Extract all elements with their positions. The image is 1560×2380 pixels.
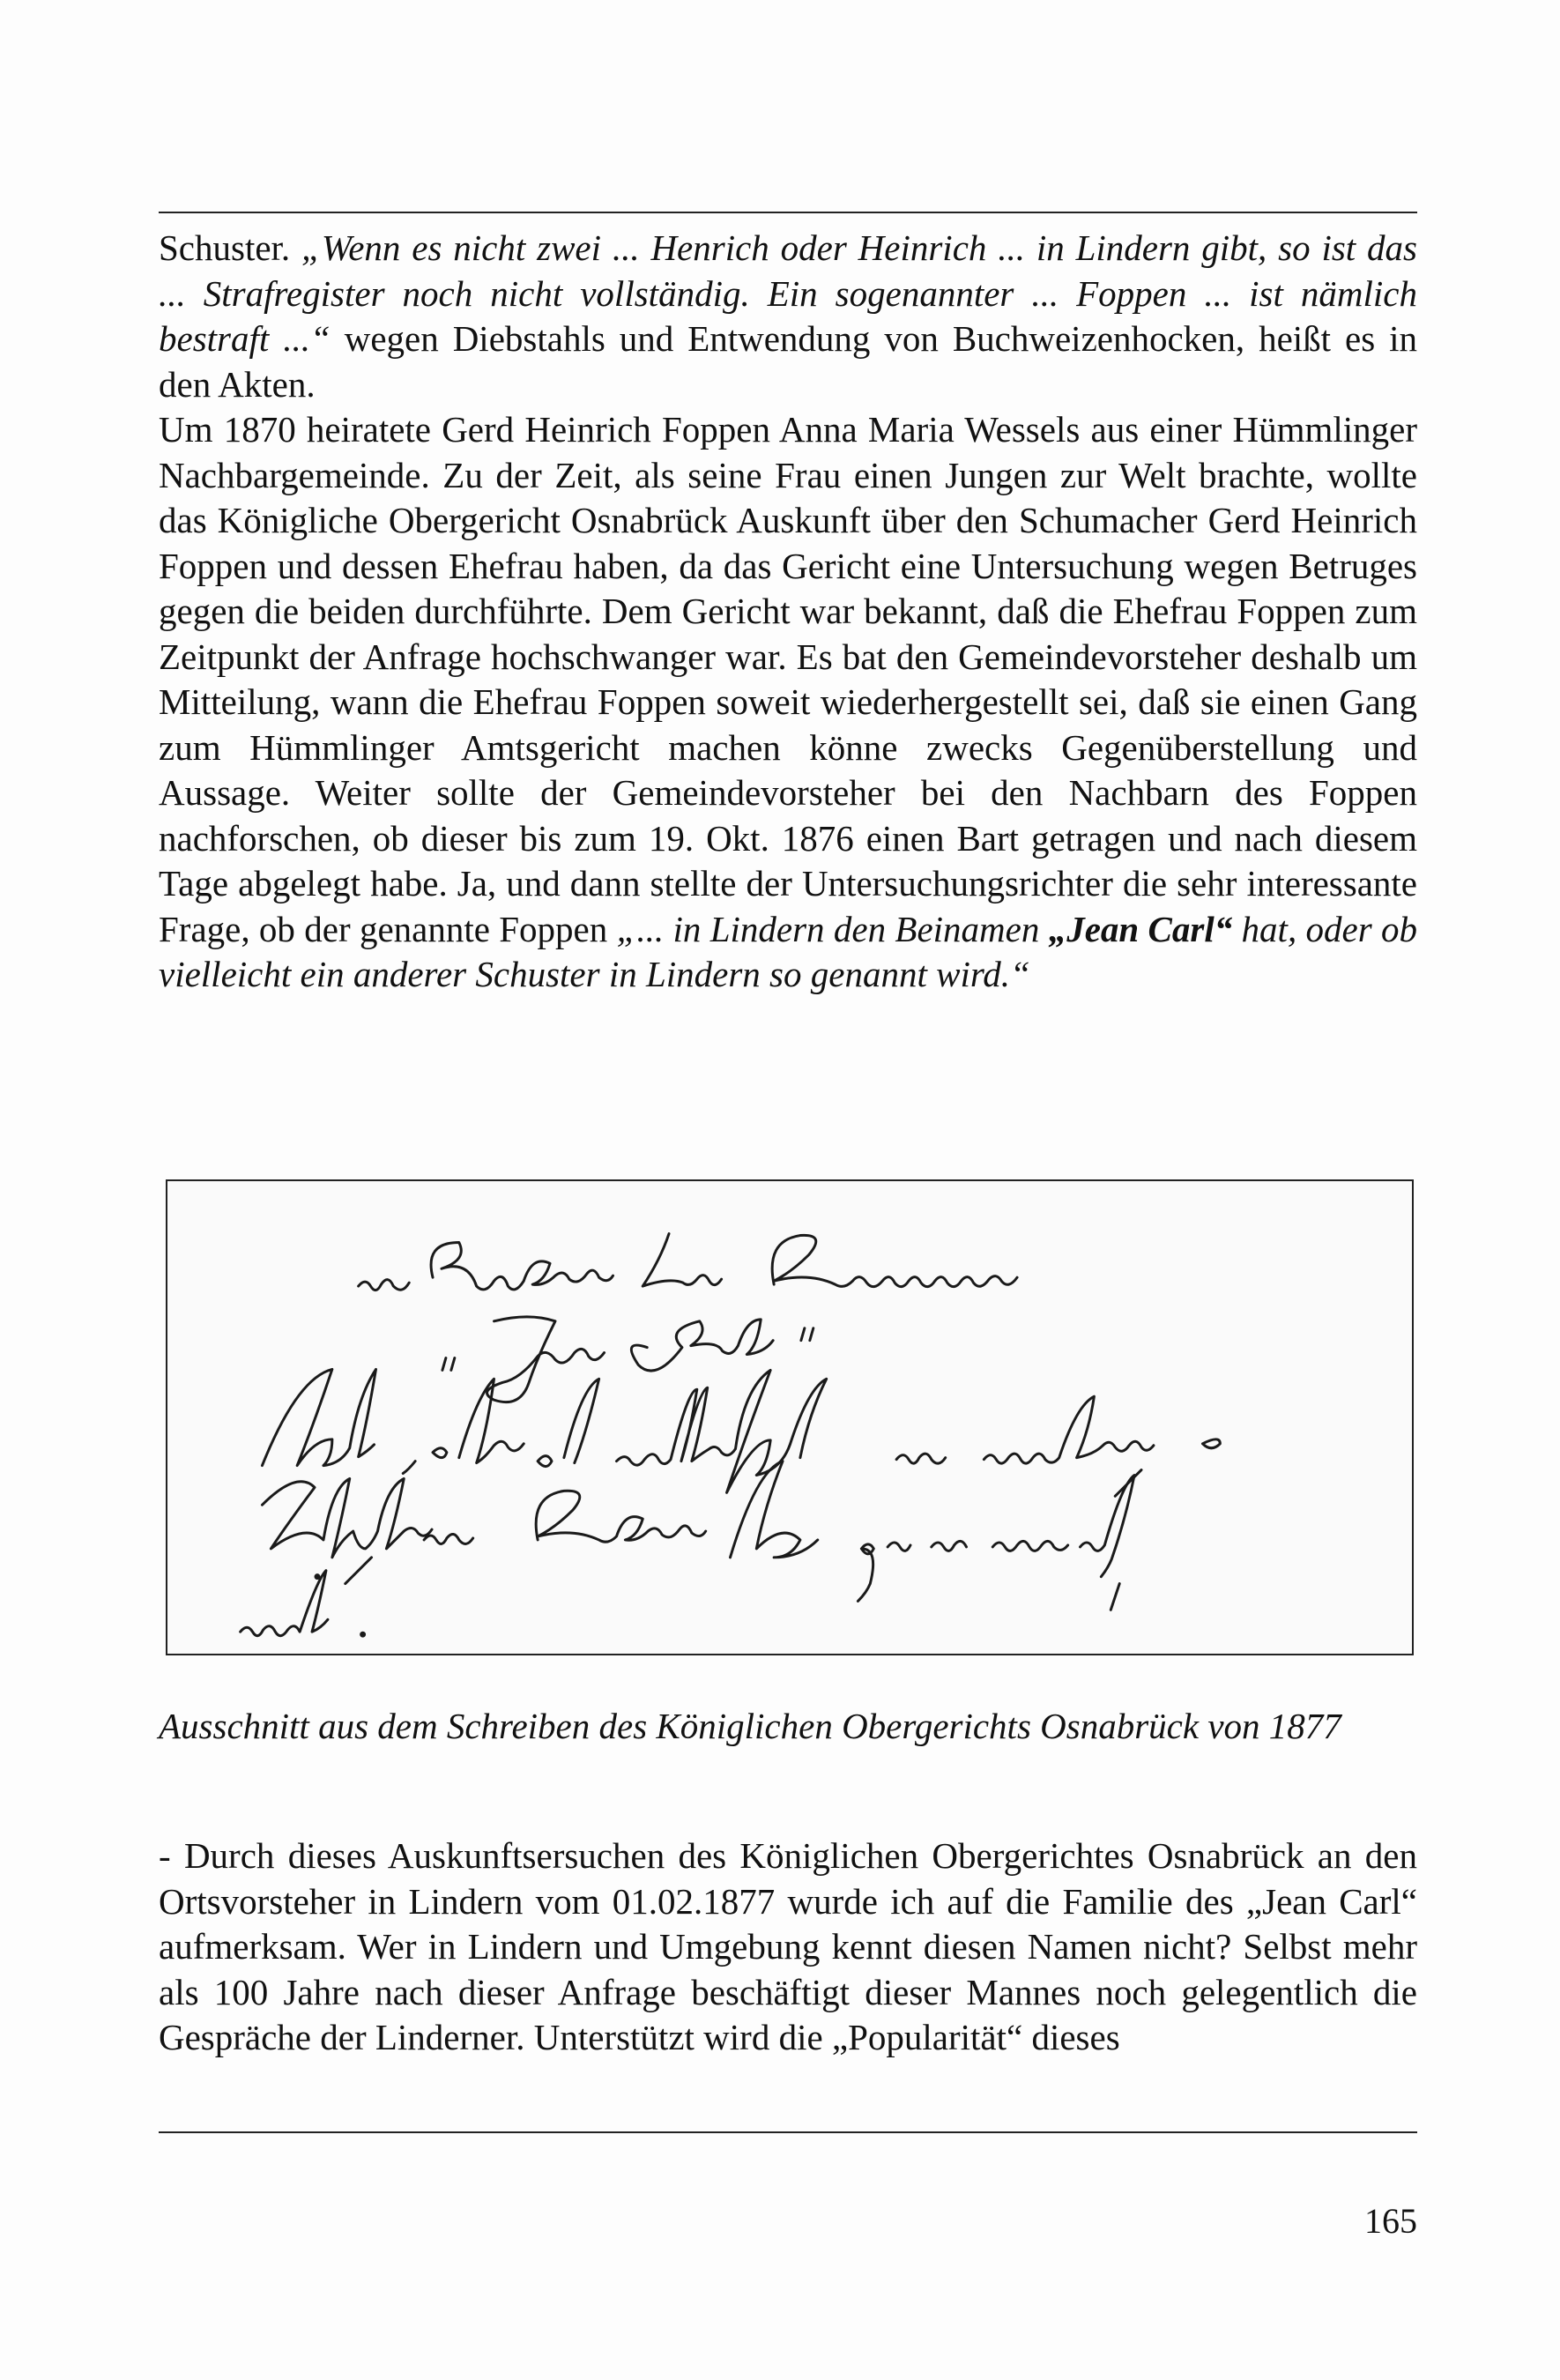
body-text-bottom	[159, 1833, 1417, 2061]
handwriting-excerpt-image	[166, 1179, 1414, 1655]
paragraph-3: - Durch dieses Auskunftsersuchen des Königlichen Obergerichtes Osnabrück an den Ortsvorsteher in Lindern vom 01.02.1877 wurde ich auf die Familie des „Jean Carl“ aufmerksam. Wer in Lindern und Umgebung kennt diesen Namen nicht? Selbst mehr als 100 Jahre nach dieser Anfrage beschäftigt dieser Mannes noch gelegentlich die Gespräche der Linderner. Unterstützt wird die „Popularität“ dieses	[159, 1835, 1417, 2057]
figure-caption	[159, 1703, 1417, 1749]
paragraph-2	[159, 407, 1417, 998]
italic-quote: „Wenn es nicht zwei ... Henrich oder Heinrich ... in Lindern gibt, so ist das ... Strafregister noch nicht vollständig. Ein sogenannter ... Foppen ... ist nämlich bestraft ...“	[159, 227, 1417, 359]
body-text-top	[159, 226, 1417, 998]
paragraph-1	[159, 226, 1417, 407]
text-run: wegen Diebstahls und Entwendung von Buchweizenhocken, heißt es in den Akten.	[159, 318, 1417, 405]
text-run: Um 1870 heiratete Gerd Heinrich Foppen Anna Maria Wessels aus einer Hümmlinger Nachbargemeinde. Zu der Zeit, als seine Frau einen Jungen zur Welt brachte, wollte das Königliche Obergericht Osnabrück Auskunft über den Schumacher Gerd Heinrich Foppen und dessen Ehefrau haben, da das Gericht eine Untersuchung wegen Betruges gegen die beiden durchführte. Dem Gericht war bekannt, daß die Ehefrau Foppen zum Zeitpunkt der Anfrage hochschwanger war. Es bat den Gemeindevorsteher deshalb um Mitteilung, wann die Ehefrau Foppen soweit wiederhergestellt sei, daß sie einen Gang zum Hümmlinger Amtsgericht machen könne zwecks Gegenüberstellung und Aussage. Weiter sollte der Gemeindevorsteher bei den Nachbarn des Foppen nachforschen, ob dieser bis zum 19. Okt. 1876 einen Bart getragen und nach diesem Tage abgelegt habe. Ja, und dann stellte der Untersuchungsrichter die sehr interessante Frage, ob der genannte Foppen	[159, 409, 1417, 949]
page-number: 165	[1364, 2201, 1417, 2241]
handwriting-svg	[167, 1181, 1412, 1654]
caption-text: Ausschnitt aus dem Schreiben des Königlichen Obergerichts Osnabrück von 1877	[159, 1706, 1341, 1746]
bottom-rule	[159, 2131, 1417, 2133]
italic-quote: hat, oder ob vielleicht ein anderer Schuster in Lindern so genannt wird.“	[159, 908, 1418, 994]
bold-italic-name: „Jean Carl“	[1048, 908, 1233, 949]
text-run: Schuster.	[159, 227, 302, 268]
top-rule	[159, 212, 1417, 213]
italic-quote: „... in Lindern den Beinamen	[616, 908, 1049, 949]
